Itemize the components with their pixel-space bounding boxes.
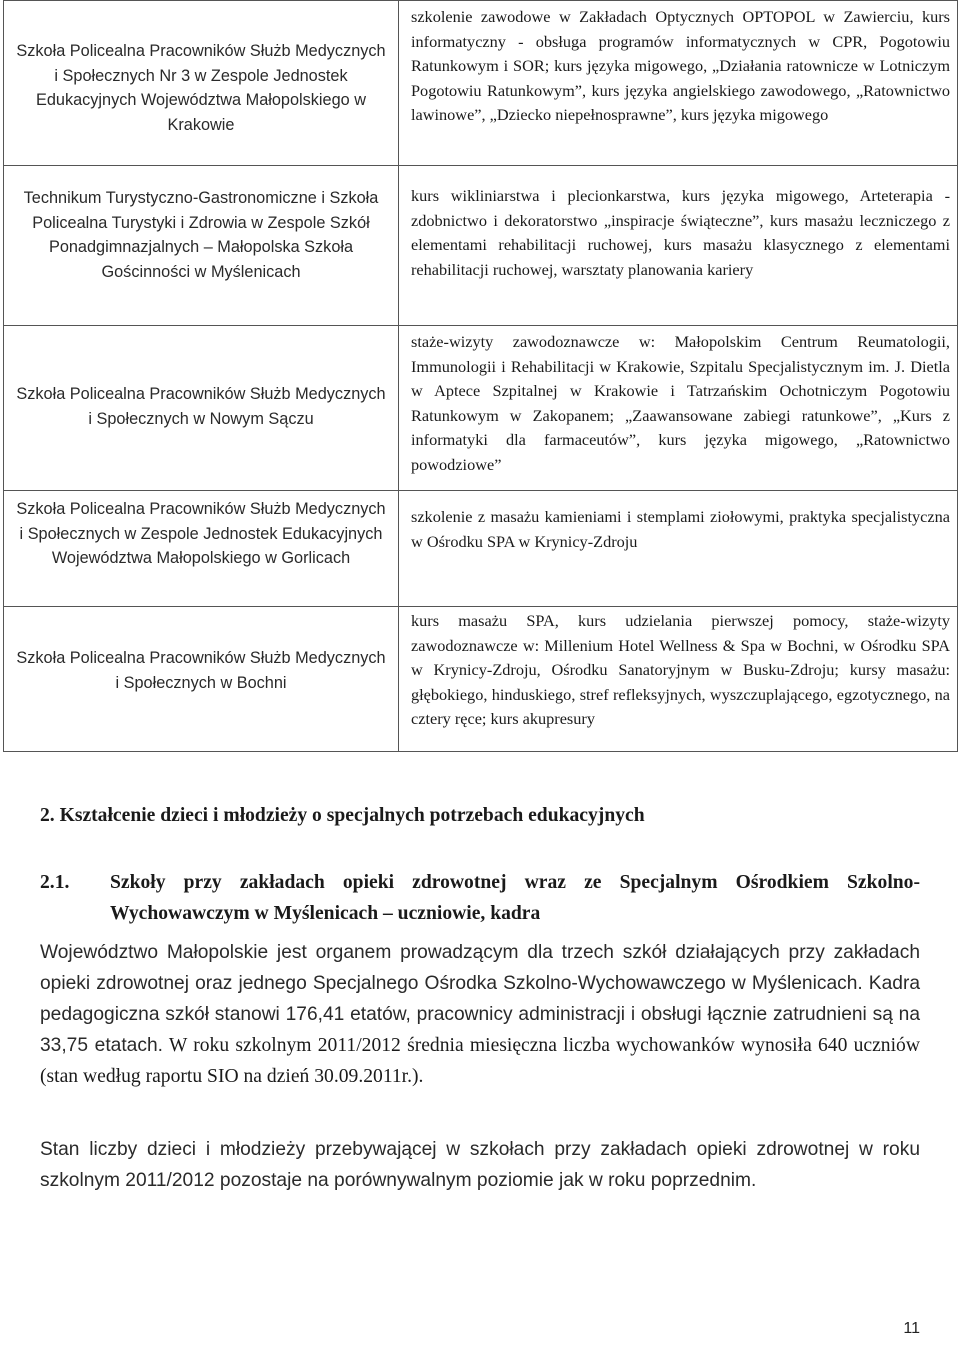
- courses-cell: [399, 491, 958, 607]
- table-row: [4, 491, 958, 607]
- subsection-heading: [40, 867, 920, 929]
- paragraph-text-continued: W roku szkolnym 2011/2012 średnia miesięczna liczba wychowanków wynosiła 640 uczniów (stan według raportu SIO na dzień 30.09.2011r.).: [40, 1035, 920, 1087]
- paragraph-text: Województwo Małopolskie jest organem prowadzącym dla trzech szkół działających przy zakładach opieki zdrowotnej oraz jednego Specjalnego Ośrodka Szkolno-Wychowawczego w Myślenicach. Kadra pedagogiczna szkół stanowi 176,41 etatów, pracownicy administracji i obsługi łącznie zatrudnieni są na 33,75 etatach.: [40, 942, 920, 1056]
- schools-courses-table: [3, 0, 958, 752]
- school-name: Szkoła Policealna Pracowników Służb Medycznych i Społecznych Nr 3 w Zespole Jednostek Edukacyjnych Województwa Małopolskiego w Krakowie: [16, 42, 386, 134]
- table-row: [4, 326, 958, 491]
- school-name: Szkoła Policealna Pracowników Służb Medycznych i Społecznych w Nowym Sączu: [16, 385, 386, 428]
- table-row: [4, 166, 958, 326]
- school-name-cell: [4, 607, 399, 752]
- school-name-cell: [4, 1, 399, 166]
- paragraph: [40, 1134, 920, 1196]
- courses-cell: [399, 607, 958, 752]
- table-row: [4, 607, 958, 752]
- courses-text: staże-wizyty zawodoznawcze w: Małopolskim Centrum Reumatologii, Immunologii i Rehabilitacji w Krakowie, Szpitalu Specjalistycznym im. J. Dietla w Aptece Szpitalnej w Krakowie i Tatrzańskim Ochotniczym Pogotowiu Ratunkowym w Zakopanem; „Zaawansowane zabiegi ratunkowe”, „Kurs z informatyki dla farmaceutów”, kurs języka migowego, „Ratownictwo powodziowe”: [411, 332, 950, 474]
- courses-text: kurs wikliniarstwa i plecionkarstwa, kurs języka migowego, Arteterapia - zdobnictwo i dekoratorstwo „inspiracje świąteczne”, kurs masażu leczniczego z elementami rehabilitacji ruchowej, kurs masażu klasycznego z elementami rehabilitacji ruchowej, warsztaty planowania kariery: [411, 186, 950, 279]
- table-row: [4, 1, 958, 166]
- school-name-cell: [4, 326, 399, 491]
- paragraph-text: Stan liczby dzieci i młodzieży przebywającej w szkołach przy zakładach opieki zdrowotnej w roku szkolnym 2011/2012 pozostaje na porównywalnym poziomie jak w roku poprzednim.: [40, 1139, 920, 1191]
- courses-text: szkolenie zawodowe w Zakładach Optycznych OPTOPOL w Zawierciu, kurs informatyczny - obsługa programów informatycznych w CPR, Pogotowiu Ratunkowym i SOR; kurs języka migowego, „Działania ratownicze w Lotniczym Pogotowiu Ratunkowym”, kurs języka angielskiego zawodowego, „Ratownictwo lawinowe”, „Dziecko niepełnosprawne”, kurs języka migowego: [411, 7, 950, 125]
- courses-cell: [399, 166, 958, 326]
- courses-cell: [399, 326, 958, 491]
- subsection-number: 2.1.: [40, 872, 70, 893]
- subsection-title: Szkoły przy zakładach opieki zdrowotnej wraz ze Specjalnym Ośrodkiem Szkolno-Wychowawczym w Myślenicach – uczniowie, kadra: [110, 872, 920, 924]
- school-name: Szkoła Policealna Pracowników Służb Medycznych i Społecznych w Bochni: [16, 649, 386, 692]
- courses-cell: [399, 1, 958, 166]
- paragraph: [40, 937, 920, 1092]
- school-name: Technikum Turystyczno-Gastronomiczne i Szkoła Policealna Turystyki i Zdrowia w Zespole Szkół Ponadgimnazjalnych – Małopolska Szkoła Gościnności w Myślenicach: [23, 189, 379, 281]
- page-number: 11: [903, 1320, 920, 1337]
- school-name-cell: [4, 166, 399, 326]
- section-heading: 2. Kształcenie dzieci i młodzieży o specjalnych potrzebach edukacyjnych: [40, 805, 645, 826]
- school-name: Szkoła Policealna Pracowników Służb Medycznych i Społecznych w Zespole Jednostek Edukacyjnych Województwa Małopolskiego w Gorlicach: [16, 500, 386, 567]
- courses-text: kurs masażu SPA, kurs udzielania pierwszej pomocy, staże-wizyty zawodoznawcze w: Millenium Hotel Wellness & Spa w Bochni, w Ośrodku SPA w Krynicy-Zdroju, Ośrodku Sanatoryjnym w Busku-Zdroju; kursy masażu: głębokiego, hinduskiego, stref refleksyjnych, wyszczuplającego, egzotycznego, na cztery ręce; kurs akupresury: [411, 611, 950, 729]
- courses-text: szkolenie z masażu kamieniami i stemplami ziołowymi, praktyka specjalistyczna w Ośrodku SPA w Krynicy-Zdroju: [411, 507, 950, 551]
- school-name-cell: [4, 491, 399, 607]
